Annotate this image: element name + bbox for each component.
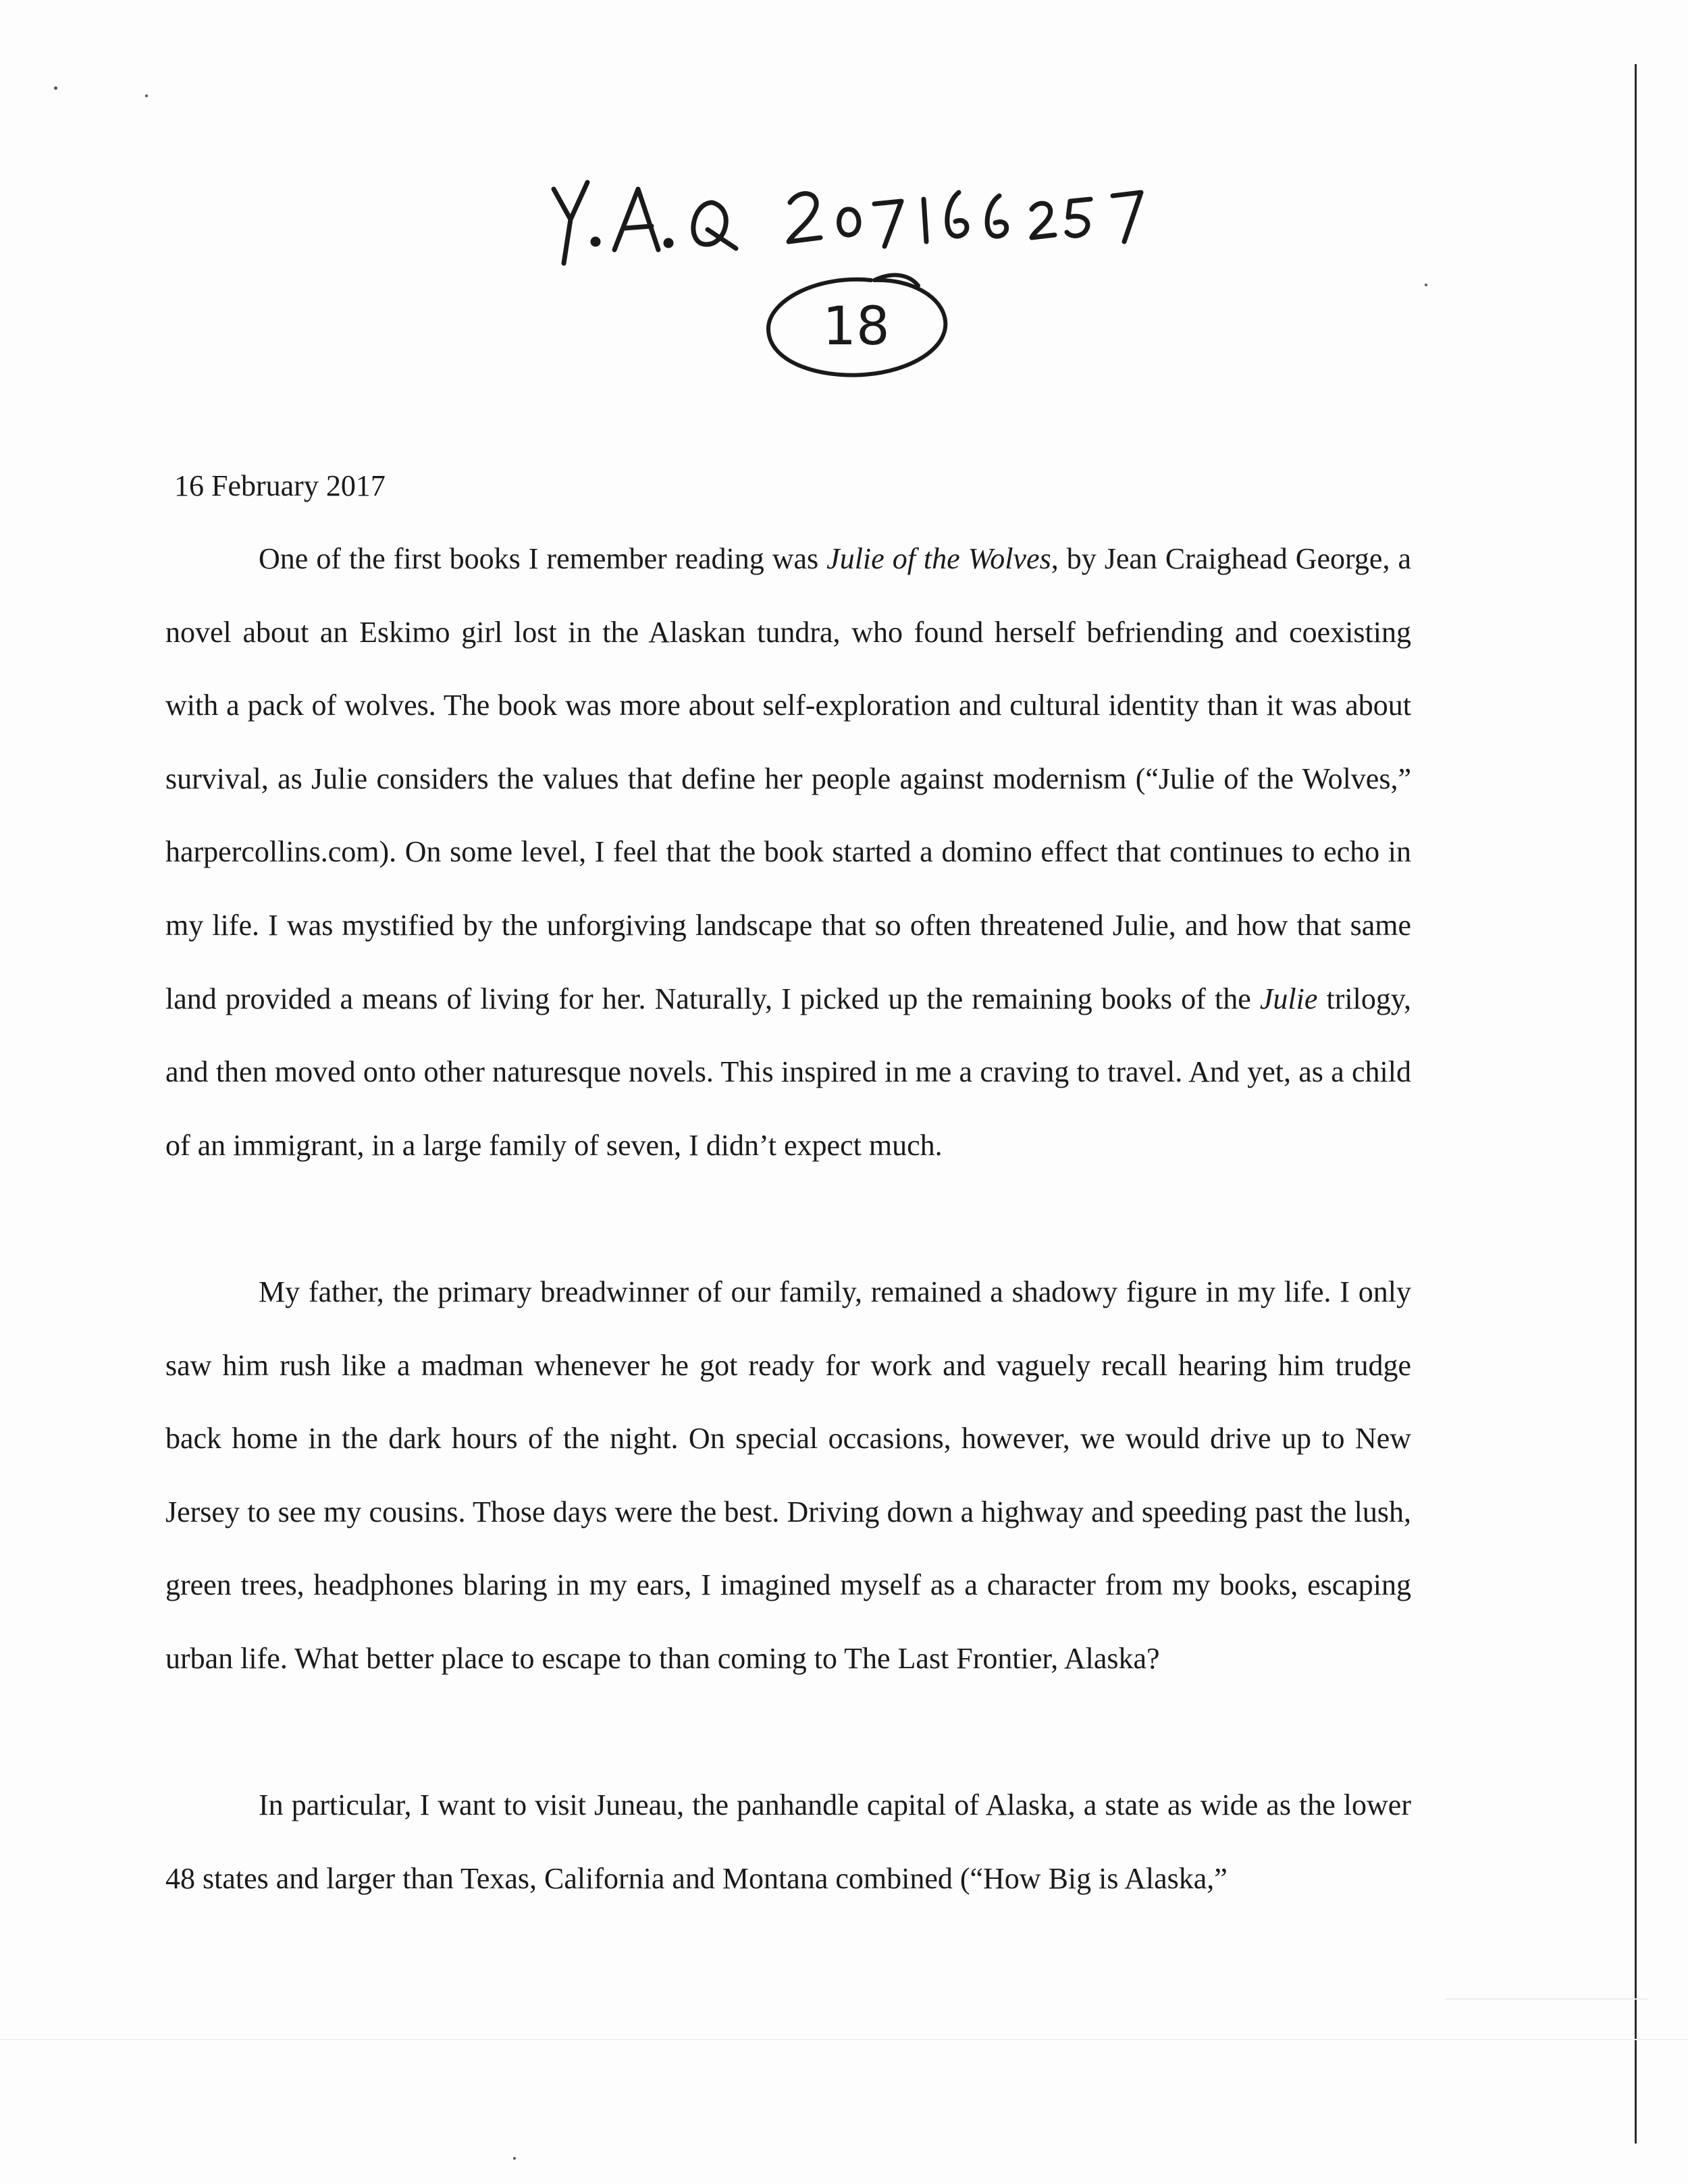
circled-number-text: 18 [822, 296, 890, 357]
scan-edge-line [1635, 64, 1637, 2143]
series-title: Julie [1259, 982, 1318, 1015]
scan-speck [145, 95, 148, 97]
paragraph-1-text-b: , by Jean Craighead George, a novel about an Eskimo girl lost in the Alaskan tundra, who found herself befriending and coexisting with a pack of wolves. The book was more about self-exploration and cultural identity than it was about survival, as Julie considers the values that define her people against modernism (“Julie of the Wolves,” harpercollins.com). On some level, I feel that the book started a domino effect that continues to echo in my life. I was mystified by the unforgiving landscape that so often threatened Julie, and how that same land provided a means of living for her. Naturally, I picked up the remaining books of the [165, 542, 1411, 1015]
paragraph-1-text-c: trilogy, and then moved onto other naturesque novels. This inspired in me a craving to travel. And yet, as a child of an immigrant, in a large family of seven, I didn’t expect much. [165, 982, 1412, 1162]
scan-speck [54, 86, 57, 90]
paragraph-1 [165, 523, 1411, 1182]
scan-speck [1425, 284, 1427, 286]
book-title: Julie of the Wolves [826, 542, 1051, 575]
paragraph-2: My father, the primary breadwinner of our family, remained a shadowy figure in my life. I only saw him rush like a madman whenever he got ready for work and vaguely recall hearing him trudge back home in the dark hours of the night. On special occasions, however, we would drive up to New Jersey to see my cousins. Those days were the best. Driving down a highway and speeding past the lush, green trees, headphones blaring in my ears, I imagined myself as a character from my books, escaping urban life. What better place to escape to than coming to The Last Frontier, Alaska? [165, 1275, 1411, 1675]
circled-page-number [756, 260, 959, 388]
paragraph-3: In particular, I want to visit Juneau, the panhandle capital of Alaska, a state as wide as the lower 48 states and larger than Texas, California and Montana combined (“How Big is Alaska,” [165, 1788, 1411, 1895]
scan-ghost-line [1445, 1998, 1647, 2000]
scan-speck [513, 2157, 516, 2160]
paragraph-1-text-a: One of the first books I remember reading was [259, 542, 827, 575]
scan-ghost-line [0, 2039, 1688, 2040]
letter-date: 16 February 2017 [174, 469, 386, 502]
